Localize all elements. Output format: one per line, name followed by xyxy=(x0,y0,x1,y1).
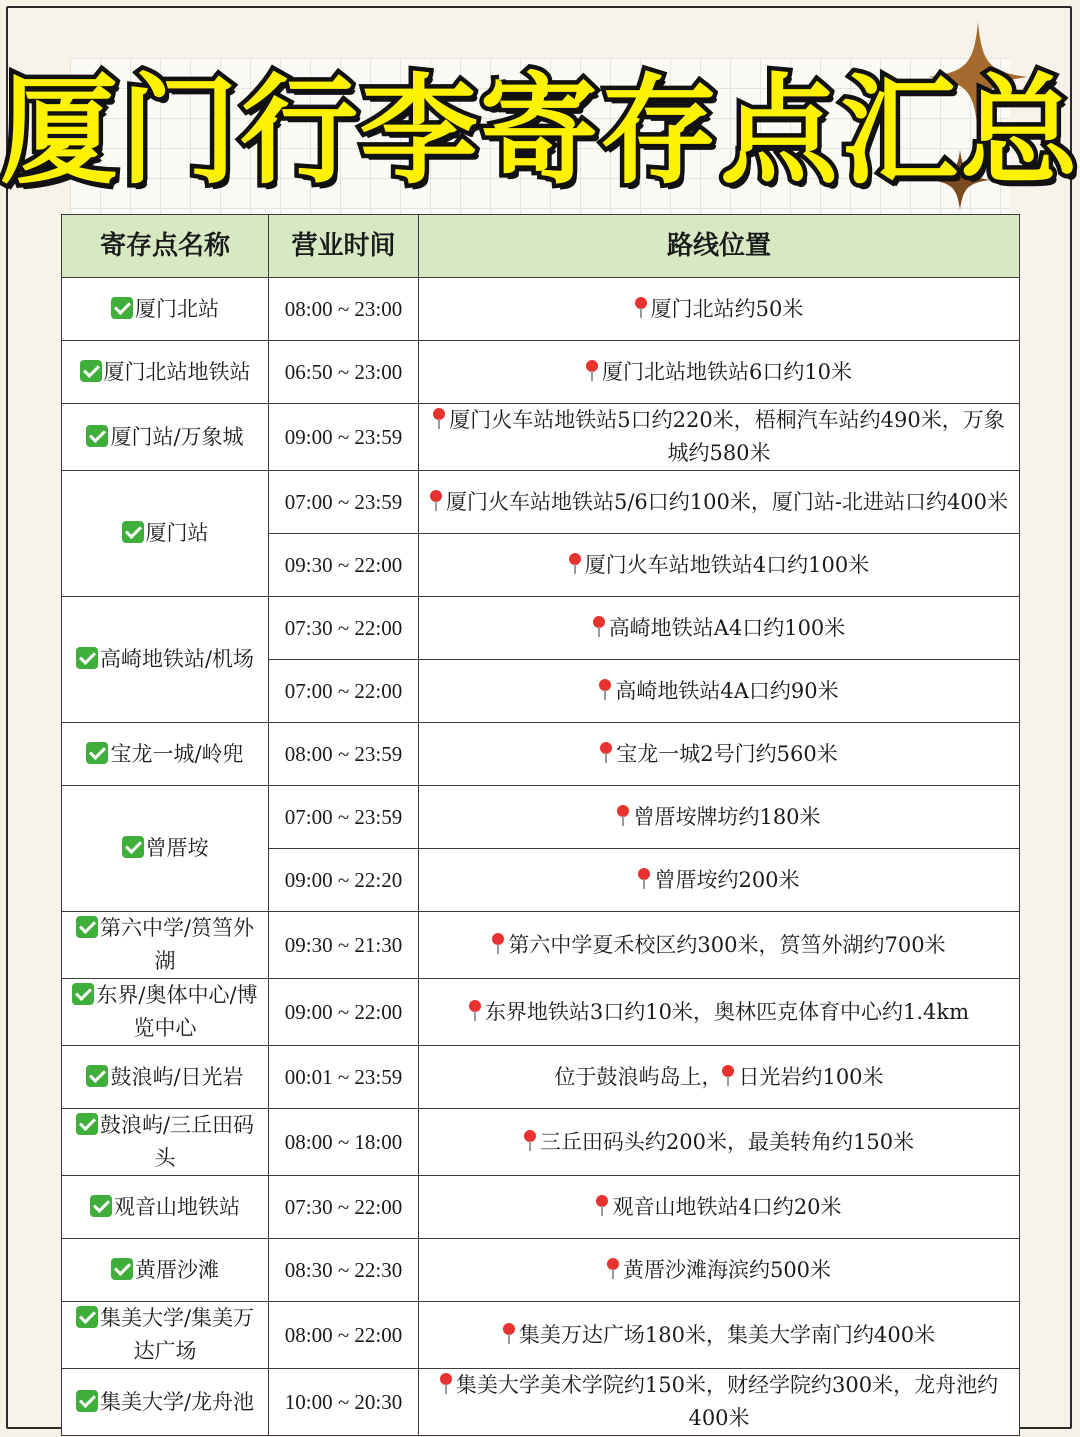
map-pin-icon xyxy=(430,490,442,512)
route-cell xyxy=(419,786,1020,849)
route-text: 东界地铁站3口约10米，奥林匹克体育中心约1.4km xyxy=(484,999,970,1024)
route-text: 厦门火车站地铁站4口约100米 xyxy=(584,552,870,577)
location-name-cell xyxy=(62,1109,269,1176)
opening-hours-cell: 07:30 ~ 22:00 xyxy=(269,597,419,660)
route-cell xyxy=(419,404,1020,471)
location-name: 鼓浪屿/日光岩 xyxy=(110,1064,244,1089)
column-header-hours: 营业时间 xyxy=(269,215,419,278)
location-name-cell xyxy=(62,404,269,471)
check-mark-icon xyxy=(76,1306,98,1328)
location-name: 厦门站/万象城 xyxy=(110,424,244,449)
table-row xyxy=(62,1176,1020,1239)
location-name: 第六中学/筼筜外湖 xyxy=(99,916,255,973)
route-text: 宝龙一城2号门约560米 xyxy=(616,741,838,766)
map-pin-icon xyxy=(503,1323,515,1345)
route-cell xyxy=(419,471,1020,534)
location-name-cell xyxy=(62,1239,269,1302)
check-mark-icon xyxy=(86,425,108,447)
table-row xyxy=(62,278,1020,341)
location-name: 集美大学/集美万达广场 xyxy=(99,1306,255,1363)
map-pin-icon xyxy=(607,1258,619,1280)
map-pin-icon xyxy=(599,679,611,701)
page-title: 厦门行李寄存点汇总 xyxy=(0,62,1080,200)
opening-hours-cell: 09:00 ~ 23:59 xyxy=(269,404,419,471)
check-mark-icon xyxy=(86,1065,108,1087)
route-prefix: 位于鼓浪屿岛上， xyxy=(554,1064,723,1089)
map-pin-icon xyxy=(586,360,598,382)
location-name-cell xyxy=(62,723,269,786)
opening-hours-cell: 07:00 ~ 23:59 xyxy=(269,786,419,849)
opening-hours-cell: 07:00 ~ 22:00 xyxy=(269,660,419,723)
location-name-cell xyxy=(62,278,269,341)
check-mark-icon xyxy=(80,360,102,382)
route-text: 日光岩约100米 xyxy=(738,1064,884,1089)
opening-hours-cell: 09:30 ~ 22:00 xyxy=(269,534,419,597)
route-text: 高崎地铁站A4口约100米 xyxy=(608,615,846,640)
location-name-cell xyxy=(62,912,269,979)
route-text: 厦门北站地铁站6口约10米 xyxy=(601,359,853,384)
opening-hours-cell: 08:30 ~ 22:30 xyxy=(269,1239,419,1302)
check-mark-icon xyxy=(72,983,94,1005)
location-name: 曾厝垵 xyxy=(145,836,209,860)
route-text: 观音山地铁站4口约20米 xyxy=(612,1194,842,1219)
opening-hours-cell: 08:00 ~ 22:00 xyxy=(269,1302,419,1369)
route-cell xyxy=(419,912,1020,979)
route-text: 集美大学美术学院约150米，财经学院约300米，龙舟池约400米 xyxy=(455,1373,999,1430)
route-cell xyxy=(419,597,1020,660)
table-row xyxy=(62,1046,1020,1109)
map-pin-icon xyxy=(638,868,650,890)
location-name: 鼓浪屿/三丘田码头 xyxy=(99,1113,255,1170)
route-cell xyxy=(419,660,1020,723)
location-name-cell xyxy=(62,471,269,597)
location-name-cell xyxy=(62,786,269,912)
opening-hours-cell: 09:00 ~ 22:00 xyxy=(269,979,419,1046)
route-text: 集美万达广场180米，集美大学南门约400米 xyxy=(518,1322,936,1347)
route-text: 厦门北站约50米 xyxy=(650,296,804,321)
route-text: 厦门火车站地铁站5/6口约100米，厦门站-北进站口约400米 xyxy=(445,489,1009,514)
opening-hours-cell: 08:00 ~ 23:00 xyxy=(269,278,419,341)
check-mark-icon xyxy=(76,1113,98,1135)
route-cell xyxy=(419,1046,1020,1109)
table-row xyxy=(62,723,1020,786)
location-name-cell xyxy=(62,341,269,404)
map-pin-icon xyxy=(469,1000,481,1022)
route-cell xyxy=(419,1109,1020,1176)
opening-hours-cell: 06:50 ~ 23:00 xyxy=(269,341,419,404)
route-text: 高崎地铁站4A口约90米 xyxy=(615,678,839,703)
check-mark-icon xyxy=(122,836,144,858)
table-row xyxy=(62,979,1020,1046)
opening-hours-cell: 08:00 ~ 23:59 xyxy=(269,723,419,786)
location-name: 东界/奥体中心/博览中心 xyxy=(96,983,258,1040)
location-name: 集美大学/龙舟池 xyxy=(99,1389,255,1414)
route-cell xyxy=(419,341,1020,404)
route-cell xyxy=(419,1239,1020,1302)
map-pin-icon xyxy=(440,1373,452,1395)
location-name: 观音山地铁站 xyxy=(114,1194,240,1219)
location-name-cell xyxy=(62,1369,269,1436)
opening-hours-cell: 10:00 ~ 20:30 xyxy=(269,1369,419,1436)
table-row xyxy=(62,912,1020,979)
map-pin-icon xyxy=(492,933,504,955)
route-cell xyxy=(419,1176,1020,1239)
table-row xyxy=(62,786,1020,849)
table-row xyxy=(62,1302,1020,1369)
route-cell xyxy=(419,278,1020,341)
map-pin-icon xyxy=(433,408,445,430)
map-pin-icon xyxy=(596,1195,608,1217)
route-cell xyxy=(419,1302,1020,1369)
table-header-row xyxy=(62,215,1020,278)
table-row xyxy=(62,341,1020,404)
opening-hours-cell: 09:00 ~ 22:20 xyxy=(269,849,419,912)
location-name: 宝龙一城/岭兜 xyxy=(110,741,244,766)
check-mark-icon xyxy=(76,916,98,938)
route-text: 厦门火车站地铁站5口约220米，梧桐汽车站约490米，万象城约580米 xyxy=(449,408,1005,465)
route-cell xyxy=(419,849,1020,912)
check-mark-icon xyxy=(111,297,133,319)
check-mark-icon xyxy=(86,742,108,764)
map-pin-icon xyxy=(524,1130,536,1152)
location-name-cell xyxy=(62,979,269,1046)
map-pin-icon xyxy=(600,742,612,764)
opening-hours-cell: 07:30 ~ 22:00 xyxy=(269,1176,419,1239)
map-pin-icon xyxy=(593,616,605,638)
map-pin-icon xyxy=(635,297,647,319)
location-name: 厦门北站 xyxy=(135,296,219,321)
map-pin-icon xyxy=(569,553,581,575)
route-cell xyxy=(419,979,1020,1046)
check-mark-icon xyxy=(90,1195,112,1217)
route-text: 黄厝沙滩海滨约500米 xyxy=(622,1257,832,1282)
route-text: 三丘田码头约200米，最美转角约150米 xyxy=(539,1129,915,1154)
table-row xyxy=(62,1109,1020,1176)
location-name: 厦门北站地铁站 xyxy=(103,359,251,384)
route-text: 曾厝垵牌坊约180米 xyxy=(633,804,821,829)
table-body xyxy=(62,278,1020,1436)
table-row xyxy=(62,1369,1020,1436)
location-name-cell xyxy=(62,1046,269,1109)
check-mark-icon xyxy=(76,1390,98,1412)
opening-hours-cell: 08:00 ~ 18:00 xyxy=(269,1109,419,1176)
opening-hours-cell: 00:01 ~ 23:59 xyxy=(269,1046,419,1109)
check-mark-icon xyxy=(111,1258,133,1280)
location-name-cell xyxy=(62,1176,269,1239)
location-name: 黄厝沙滩 xyxy=(135,1257,219,1282)
opening-hours-cell: 09:30 ~ 21:30 xyxy=(269,912,419,979)
route-cell xyxy=(419,534,1020,597)
location-name: 高崎地铁站/机场 xyxy=(99,647,255,671)
map-pin-icon xyxy=(722,1065,734,1087)
storage-table xyxy=(61,214,1020,1436)
route-text: 第六中学夏禾校区约300米，筼筜外湖约700米 xyxy=(508,932,946,957)
opening-hours-cell: 07:00 ~ 23:59 xyxy=(269,471,419,534)
route-cell xyxy=(419,723,1020,786)
route-cell xyxy=(419,1369,1020,1436)
table-row xyxy=(62,404,1020,471)
location-name: 厦门站 xyxy=(145,521,209,545)
check-mark-icon xyxy=(76,647,98,669)
route-text: 曾厝垵约200米 xyxy=(654,867,800,892)
table-row xyxy=(62,597,1020,660)
table-row xyxy=(62,1239,1020,1302)
map-pin-icon xyxy=(617,805,629,827)
location-name-cell xyxy=(62,1302,269,1369)
check-mark-icon xyxy=(122,521,144,543)
location-name-cell xyxy=(62,597,269,723)
column-header-name: 寄存点名称 xyxy=(62,215,269,278)
column-header-route: 路线位置 xyxy=(419,215,1020,278)
table-row xyxy=(62,471,1020,534)
